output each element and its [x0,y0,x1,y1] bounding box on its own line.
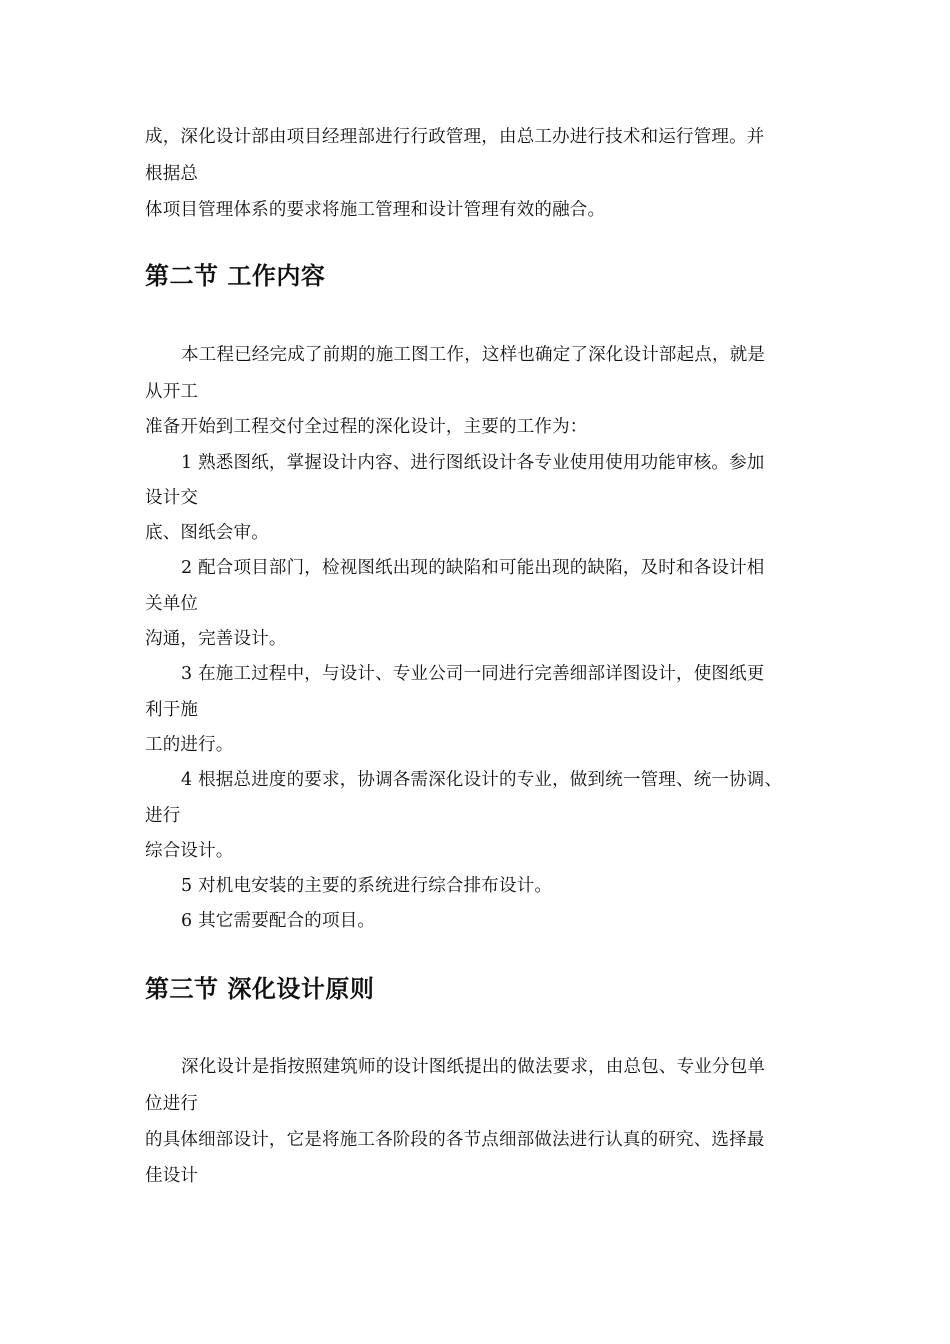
list-item-5: 5 对机电安装的主要的系统进行综合排布设计。 [181,876,553,896]
list-item-4: 4 根据总进度的要求，协调各需深化设计的专业，做到统一管理、统一协调、 [181,770,783,790]
text-line: 底、图纸会审。 [145,523,269,543]
text-line: 准备开始到工程交付全过程的深化设计，主要的工作为： [145,417,588,437]
text-line: 体项目管理体系的要求将施工管理和设计管理有效的融合。 [145,200,606,220]
section-heading-work-content: 第二节 工作内容 [145,262,326,290]
text-line: 的具体细部设计，它是将施工各阶段的各节点细部做法进行认真的研究、选择最 [145,1130,765,1150]
text-line: 工的进行。 [145,735,234,755]
text-line: 根据总 [145,164,199,184]
text-line: 本工程已经完成了前期的施工图工作，这样也确定了深化设计部起点，就是 [181,345,766,365]
list-item-2: 2 配合项目部门，检视图纸出现的缺陷和可能出现的缺陷，及时和各设计相 [181,558,765,578]
text-line: 综合设计。 [145,841,234,861]
text-line: 位进行 [145,1094,199,1114]
text-line: 佳设计 [145,1166,199,1186]
text-line: 进行 [145,806,181,826]
text-line: 关单位 [145,594,199,614]
text-line: 利于施 [145,700,199,720]
text-line: 深化设计是指按照建筑师的设计图纸提出的做法要求，由总包、专业分包单 [181,1057,766,1077]
text-line: 设计交 [145,488,199,508]
text-line: 沟通，完善设计。 [145,629,287,649]
list-item-6: 6 其它需要配合的项目。 [181,911,376,931]
text-line: 从开工 [145,382,199,402]
list-item-1: 1 熟悉图纸，掌握设计内容、进行图纸设计各专业使用使用功能审核。参加 [181,453,765,473]
text-line: 成，深化设计部由项目经理部进行行政管理，由总工办进行技术和运行管理。并 [145,127,765,147]
list-item-3: 3 在施工过程中，与设计、专业公司一同进行完善细部详图设计，使图纸更 [181,664,765,684]
section-heading-design-principles: 第三节 深化设计原则 [145,975,375,1003]
